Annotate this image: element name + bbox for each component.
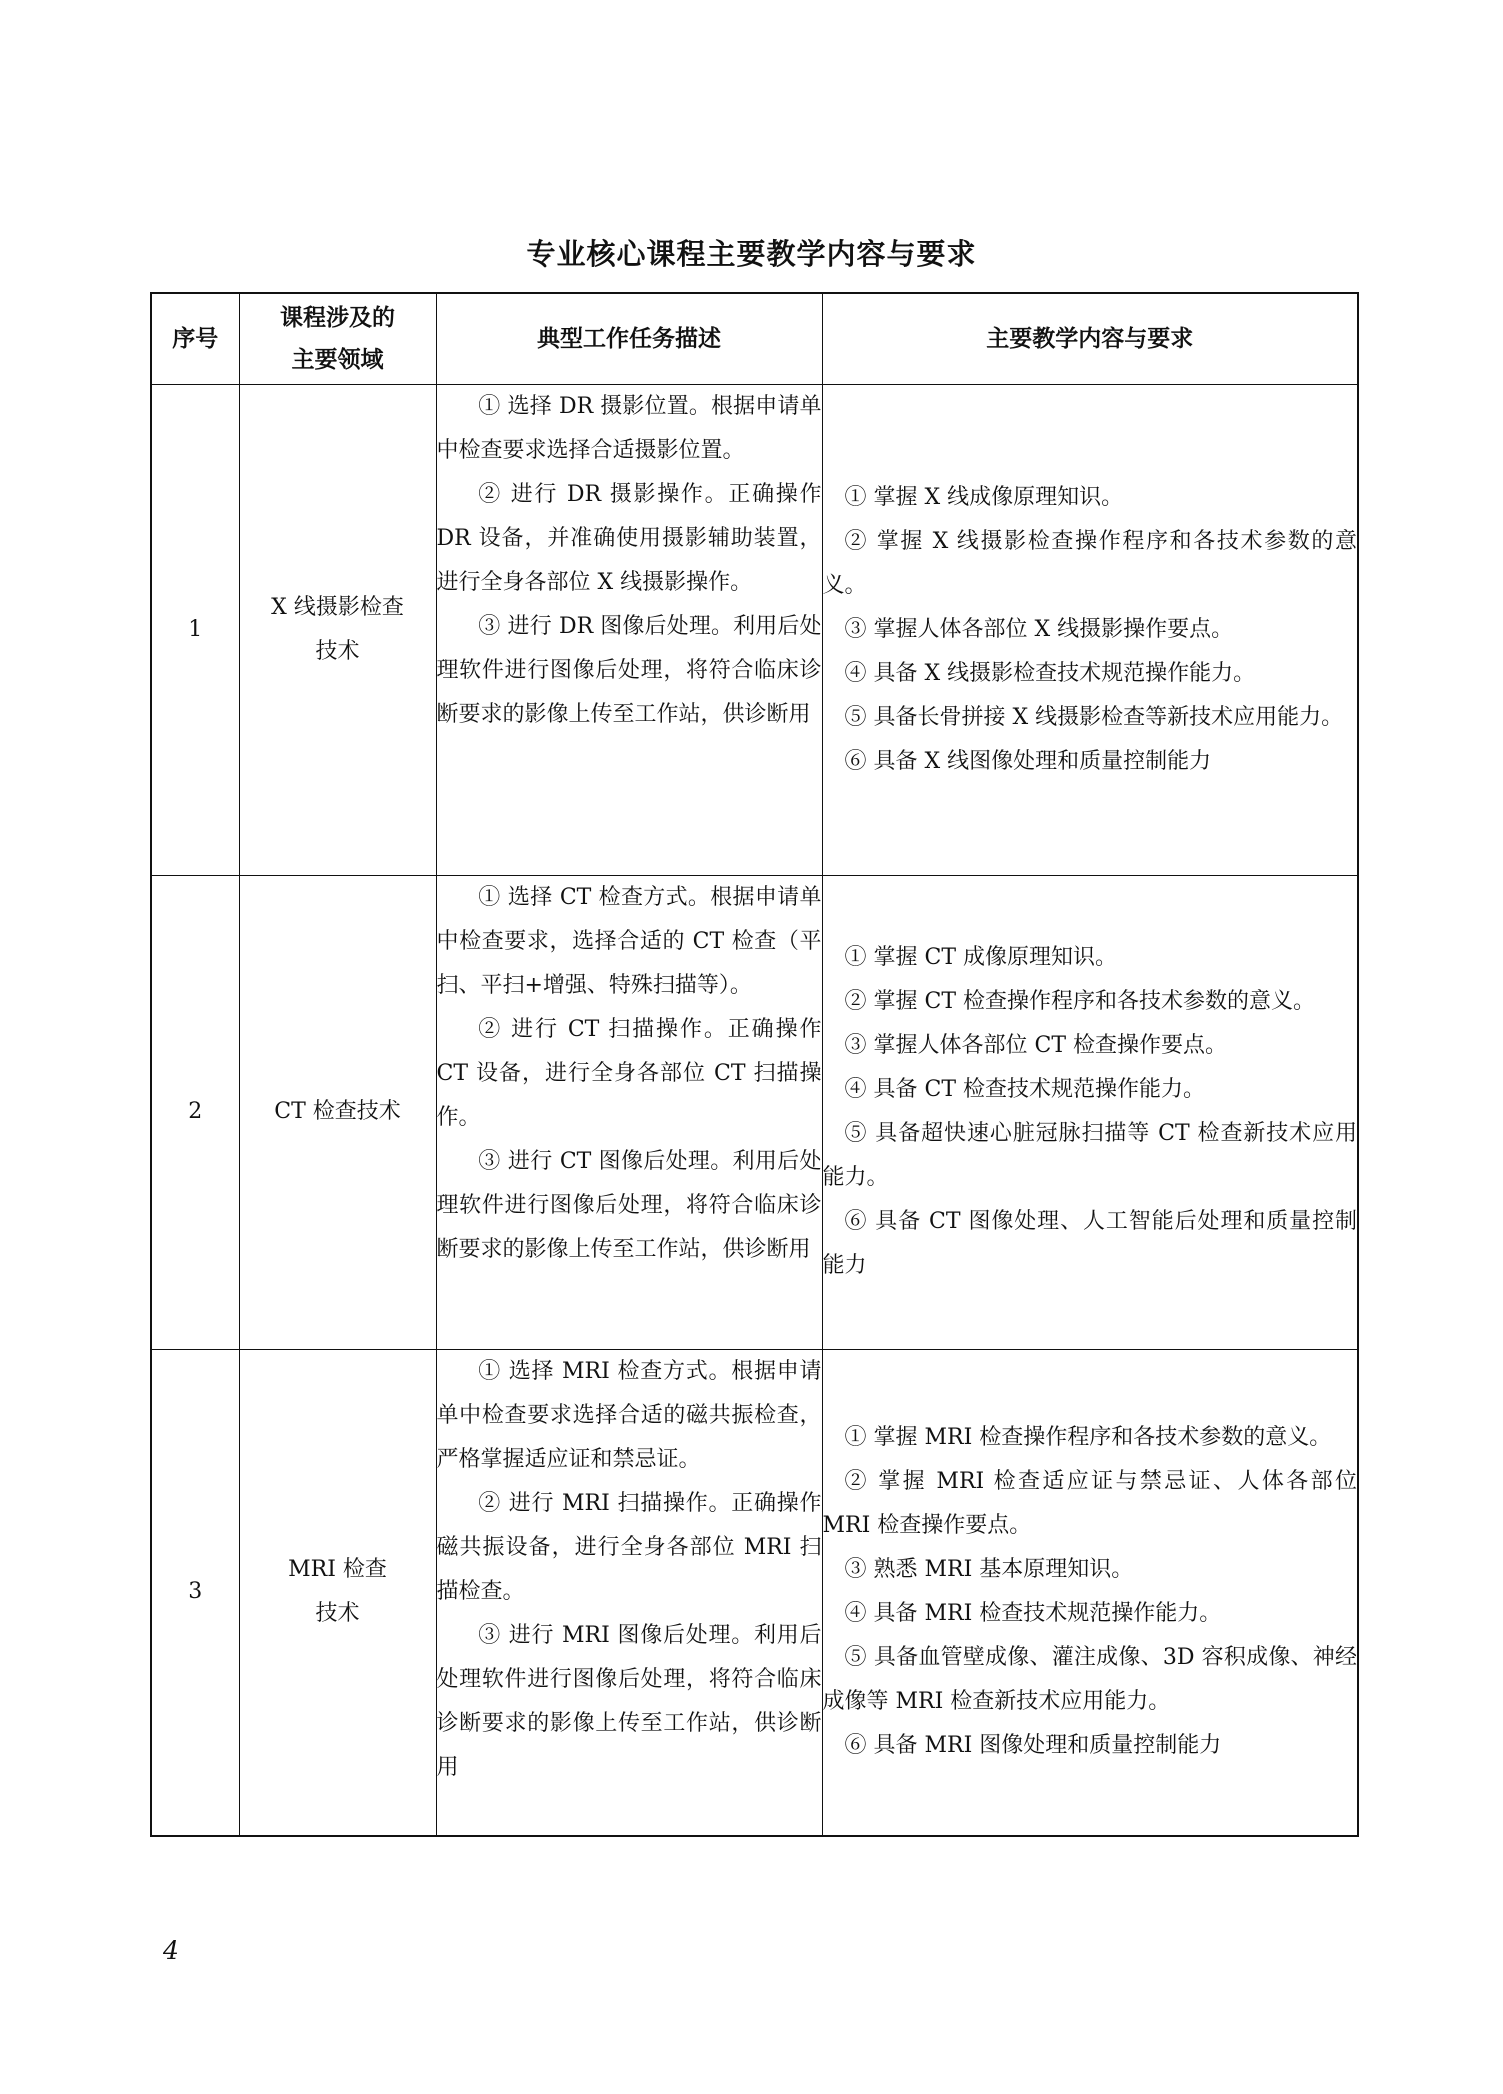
requirement-item: ① 掌握 CT 成像原理知识。: [844, 945, 1117, 970]
row-index: 3: [151, 1349, 239, 1836]
task-item: ① 选择 MRI 检查方式。根据申请单中检查要求选择合适的磁共振检查，严格掌握适应证和禁忌证。: [436, 1358, 822, 1472]
header-area-line2: 主要领域: [291, 346, 384, 373]
requirement-item: ⑤ 具备长骨拼接 X 线摄影检查等新技术应用能力。: [844, 704, 1344, 730]
course-table: [150, 292, 1359, 1837]
row-tasks: [436, 875, 822, 1349]
requirement-item: ② 掌握 MRI 检查适应证与禁忌证、人体各部位 MRI 检查操作要点。: [822, 1469, 1357, 1539]
header-area: [239, 293, 436, 384]
row-requirements: [822, 875, 1358, 1349]
table-header-row: [151, 293, 1358, 384]
requirement-item: ③ 掌握人体各部位 X 线摄影操作要点。: [844, 616, 1234, 642]
row-index: 2: [151, 875, 239, 1349]
requirement-item: ① 掌握 MRI 检查操作程序和各技术参数的意义。: [844, 1425, 1332, 1451]
row-tasks: [436, 1349, 822, 1836]
row-requirements: [822, 1349, 1358, 1836]
requirement-item: ④ 具备 MRI 检查技术规范操作能力。: [844, 1601, 1222, 1627]
row-area-line1: CT 检查技术: [274, 1099, 401, 1124]
table-title: 专业核心课程主要教学内容与要求: [526, 237, 977, 271]
table-row: [151, 875, 1358, 1349]
task-item: ③ 进行 MRI 图像后处理。利用后处理软件进行图像后处理，将符合临床诊断要求的影像上传至工作站，供诊断用: [436, 1622, 822, 1780]
page-number: 4: [163, 1936, 179, 1965]
requirement-item: ⑥ 具备 X 线图像处理和质量控制能力: [844, 748, 1212, 774]
row-area: [239, 384, 436, 875]
requirement-item: ⑥ 具备 CT 图像处理、人工智能后处理和质量控制能力: [822, 1209, 1357, 1278]
row-requirements: [822, 384, 1358, 875]
requirement-item: ④ 具备 CT 检查技术规范操作能力。: [844, 1077, 1205, 1102]
header-requirements: 主要教学内容与要求: [822, 293, 1358, 384]
row-area: [239, 1349, 436, 1836]
requirement-item: ③ 熟悉 MRI 基本原理知识。: [844, 1557, 1134, 1583]
task-item: ① 选择 DR 摄影位置。根据申请单中检查要求选择合适摄影位置。: [436, 393, 822, 463]
row-area-line1: X 线摄影检查: [271, 594, 404, 620]
task-item: ③ 进行 DR 图像后处理。利用后处理软件进行图像后处理，将符合临床诊断要求的影像上传至工作站，供诊断用: [436, 613, 822, 727]
task-item: ② 进行 CT 扫描操作。正确操作 CT 设备，进行全身各部位 CT 扫描操作。: [436, 1016, 822, 1130]
requirement-item: ② 掌握 X 线摄影检查操作程序和各技术参数的意义。: [822, 528, 1357, 598]
requirement-item: ② 掌握 CT 检查操作程序和各技术参数的意义。: [844, 989, 1315, 1014]
row-area-line1: MRI 检查: [288, 1557, 387, 1583]
task-item: ① 选择 CT 检查方式。根据申请单中检查要求，选择合适的 CT 检查（平扫、平扫+增强、特殊扫描等）。: [436, 884, 822, 998]
table-row: [151, 384, 1358, 875]
requirement-item: ⑤ 具备超快速心脏冠脉扫描等 CT 检查新技术应用能力。: [822, 1121, 1357, 1190]
table-row: [151, 1349, 1358, 1836]
header-area-line1: 课程涉及的: [280, 304, 395, 331]
requirement-item: ③ 掌握人体各部位 CT 检查操作要点。: [844, 1033, 1227, 1058]
header-index: 序号: [151, 293, 239, 384]
header-tasks: 典型工作任务描述: [436, 293, 822, 384]
row-area-line2: 技术: [315, 638, 360, 664]
requirement-item: ⑤ 具备血管壁成像、灌注成像、3D 容积成像、神经成像等 MRI 检查新技术应用能力。: [822, 1645, 1357, 1715]
requirement-item: ④ 具备 X 线摄影检查技术规范操作能力。: [844, 660, 1256, 686]
requirement-item: ⑥ 具备 MRI 图像处理和质量控制能力: [844, 1733, 1222, 1759]
row-tasks: [436, 384, 822, 875]
task-item: ③ 进行 CT 图像后处理。利用后处理软件进行图像后处理，将符合临床诊断要求的影像上传至工作站，供诊断用: [436, 1148, 822, 1262]
requirement-item: ① 掌握 X 线成像原理知识。: [844, 484, 1124, 510]
task-item: ② 进行 MRI 扫描操作。正确操作磁共振设备，进行全身各部位 MRI 扫描检查。: [436, 1490, 822, 1604]
row-area: [239, 875, 436, 1349]
row-index: 1: [151, 384, 239, 875]
task-item: ② 进行 DR 摄影操作。正确操作 DR 设备，并准确使用摄影辅助装置，进行全身各部位 X 线摄影操作。: [436, 481, 822, 595]
row-area-line2: 技术: [315, 1601, 360, 1627]
